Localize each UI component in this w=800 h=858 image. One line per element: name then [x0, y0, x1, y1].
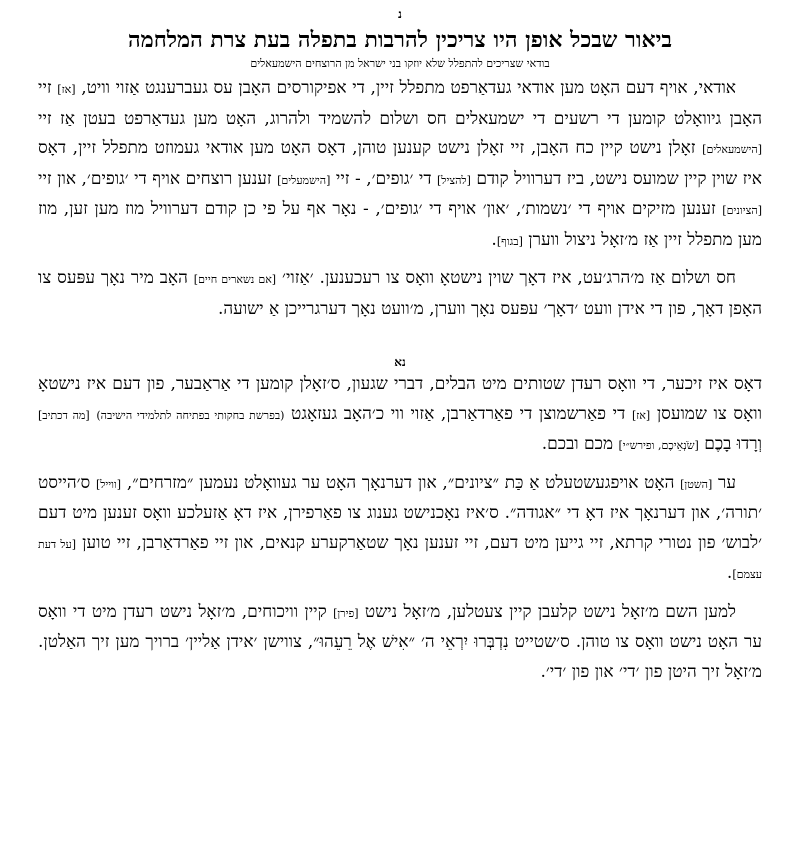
bracket-note: [הישמעאלים]: [702, 143, 762, 156]
paragraph: למען השם מ׳זאָל נישט קלעבן קיין צעטלען, מ׳זאָל נישט [פירן] קיין וויכוחים, מ׳זאָל נישט רעדן מיט די וואָס ער האָט נישט וואָס צו טוהן. ס׳שטייט נִדְבְּרוּ יִרְאֵי ה׳ ״אִישׁ אֶל רֵעֵהוּ״, צווישן ׳אידן אַליין׳ ברויך מען זיך האַלטן. מ׳זאָל זיך היטן פון ׳די׳ און פון ׳די׳.: [38, 601, 762, 682]
section-number: נ: [398, 7, 402, 21]
bracket-note: [השטן]: [680, 477, 713, 491]
bracket-note: [ווייל]: [95, 477, 122, 491]
bracket-note: [אם נשארים חיים]: [193, 273, 277, 286]
paragraph: דאָס איז זיכער, די וואָס רעדן שטותים מיט הבלים, דברי שגעון, ס׳זאָלן קומען די אַראַבער, פון דעם איז נישטאָ וואָס צו שמועסן [אז] די פאַרשמוצן די פאַרדאַרבן, אַזוי ווי כ׳האָב געזאָגט (בפרשת בחקותי בפתיחה לתלמידי הישיבה) [מה דכתיב] וְרָדוּ בָכֶם [שֹׂנְאֵיכֶם, ופירש״י] מכם ובכם.: [38, 374, 762, 454]
section-title: ביאור שבכל אופן היו צריכין להרבות בתפלה בעת צרת המלחמה: [128, 27, 672, 53]
bracket-note: [בגוף]: [496, 234, 523, 248]
bracket-note: [על דעת עצמם]: [38, 537, 762, 581]
bracket-note: (בפרשת בחקותי בפתיחה לתלמידי הישיבה): [96, 408, 285, 422]
bracket-note: [פירן]: [333, 606, 359, 620]
paragraph: אודאי, אויף דעם האָט מען אודאי געדאַרפט מתפלל זיין, די אפיקורסים האָבן עס געברענגט אַזוי וויט, [אז] זיי האָבן גיוואָלט קומען די רשעים די ישמעאלים חס ושלום להשמיד ולהרוג, האָט מען געדאַרפט בעטן אַז זיי [הישמעאלים] זאָלן נישט קיין כח האָבן, זיי זאָלן נישט קענען טוהן, דאָס האָט מען אודאי געמוזט מתפלל זיין, דאָס איז שוין קיין שמועס נישט, ביז דערוויל קודם [להציל] די ׳גופים׳, - זיי [הישמעלים] זענען רוצחים אויף די ׳גופים׳, און זיי [הציונים] זענען מזיקים אויף די ׳נשמות׳, ׳און׳ אויף די ׳גופים׳, - נאָר אף על פי כן קודם דערוויל מוז מען זען, מוז מען מתפלל זיין אַז מ׳זאָל ניצול ווערן [בגוף].: [38, 78, 762, 250]
bracket-note: [שֹׂנְאֵיכֶם, ופירש״י]: [618, 439, 699, 452]
bracket-note: [מה דכתיב]: [38, 408, 90, 422]
paragraph: חס ושלום אַז מ׳הרג׳עט, איז דאָך שוין נישטאָ וואָס צו רעכענען. ׳אַזוי׳ [אם נשארים חיים] האָב מיר נאָך עפּעס צו האָפן דאָך, פון די אידן וועט ׳דאָך׳ עפּעס נאָך ווערן, מ׳וועט נאָך דערגרייכן אַ ישועה.: [38, 268, 762, 319]
paragraph: ער [השטן] האָט אויפגעשטעלט אַ כַּת ״ציונים״, און דערנאָך האָט ער געוואָלט נעמען ״מזרחים״, [ווייל] ס׳הייסט ׳תורה׳, און דערנאָך איז דאָ די ״אגודה״. ס׳איז נאָכנישט גענוג צו פאַרפירן, איז דאָ אַזעלכע וואָס זענען מיט דעם ׳לבוש׳ פון נטורי קרתא, זיי גייען מיט דעם, זיי זענען נאָך שטאַרקערע קנאים, און זיי פאַרדאַרבן, זיי טוען [על דעת עצמם].: [38, 472, 763, 583]
bracket-note: [הישמעלים]: [277, 173, 331, 187]
bracket-note: [הציונים]: [722, 204, 762, 217]
bracket-note: [אז]: [631, 408, 651, 422]
bracket-note: [להציל]: [437, 173, 471, 187]
document-page: [38, 6, 762, 687]
bracket-note: [אז]: [57, 83, 76, 96]
section-number: נא: [394, 355, 406, 369]
section-subtitle: בודאי שצריכים להתפלל שלא יוזקו בני ישראל מן הרוצחים הישמעאלים: [250, 57, 550, 70]
